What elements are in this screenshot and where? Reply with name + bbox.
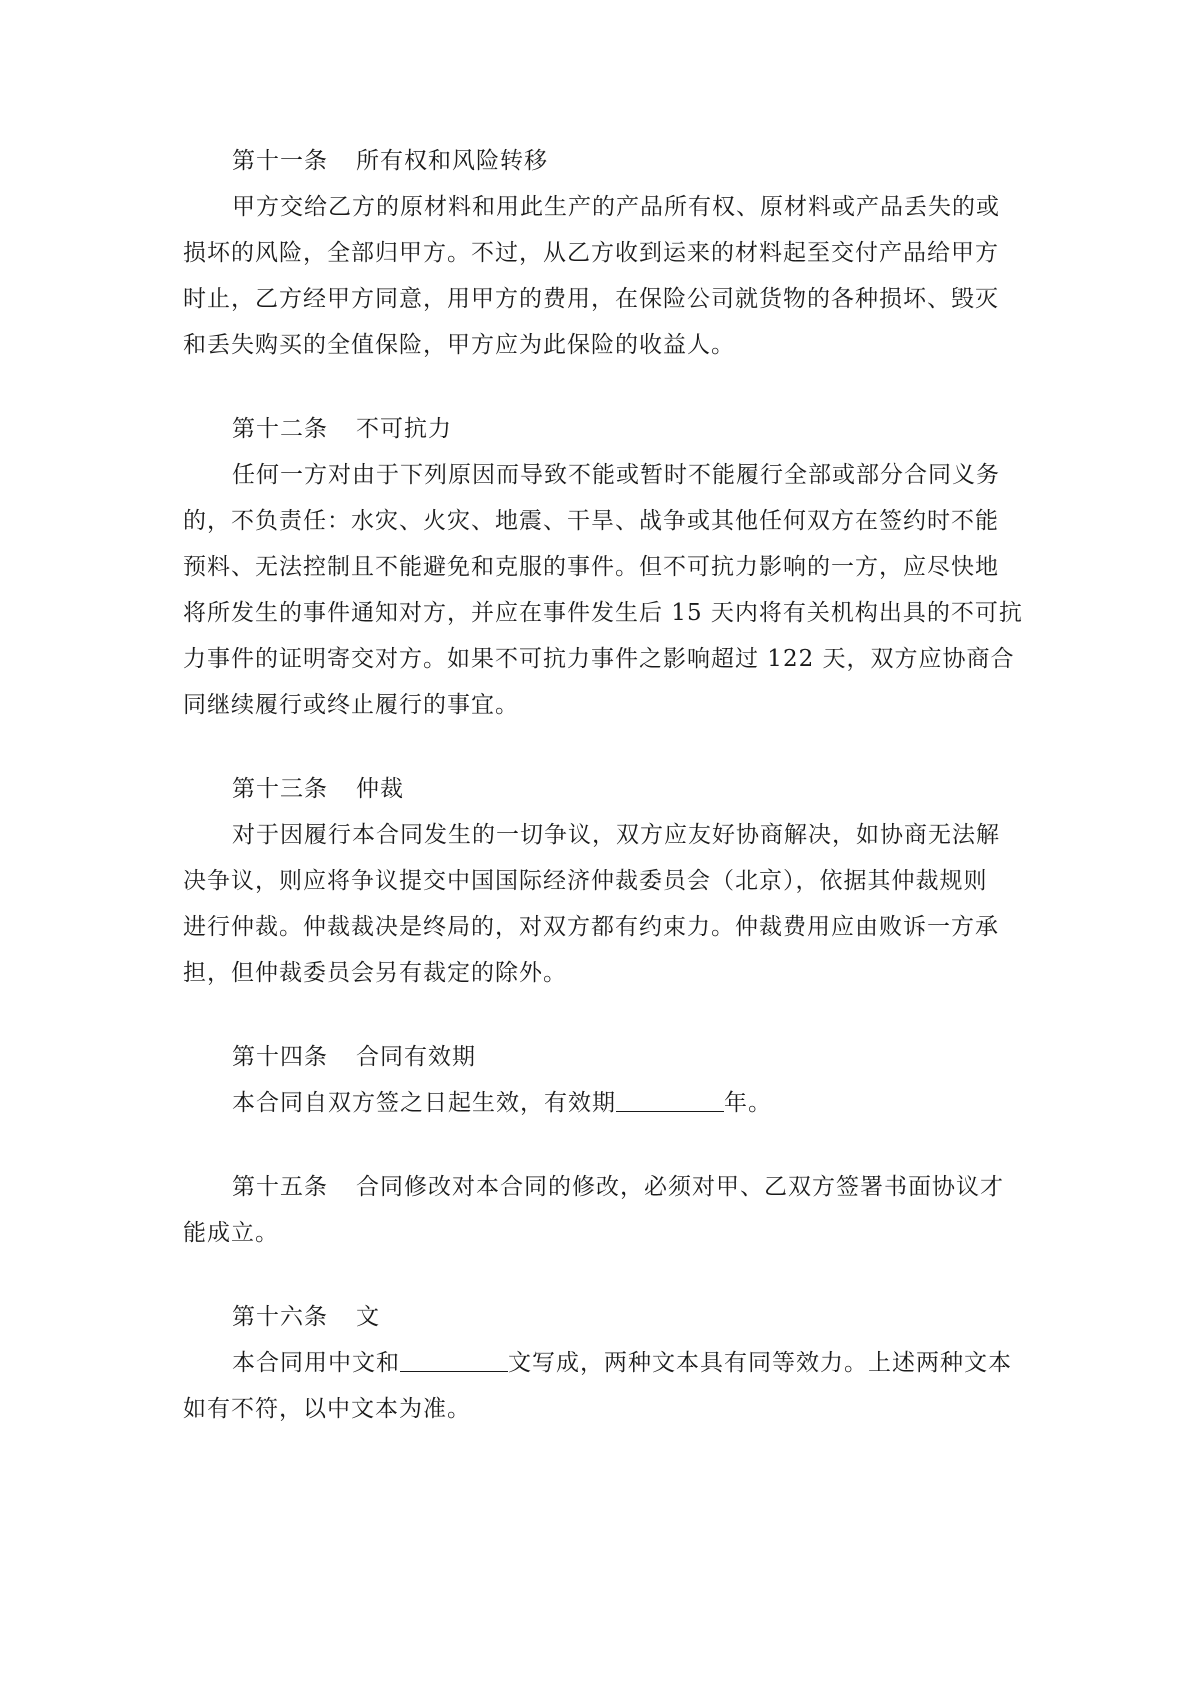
text-line: 力事件的证明寄交对方。如果不可抗力事件之影响超过 122 天，双方应协商合 <box>183 646 1015 672</box>
article-title: 不可抗力 <box>356 416 452 442</box>
article-title: 合同有效期 <box>356 1044 476 1070</box>
article-number: 第十六条 <box>232 1304 328 1330</box>
text-after-blank: 年。 <box>724 1090 772 1116</box>
text-line: 和丢失购买的全值保险，甲方应为此保险的收益人。 <box>183 332 735 358</box>
text-before-blank: 本合同用中文和 <box>232 1350 400 1376</box>
text-line: 时止，乙方经甲方同意，用甲方的费用，在保险公司就货物的各种损坏、毁灭 <box>183 286 999 312</box>
article-text <box>183 1210 1025 1256</box>
article-heading <box>183 1294 1025 1340</box>
text-line: 同继续履行或终止履行的事宜。 <box>183 692 519 718</box>
text-line <box>183 1340 1025 1386</box>
article-heading <box>183 1164 1025 1210</box>
text-after-blank: 文写成，两种文本具有同等效力。上述两种文本 <box>508 1350 1012 1376</box>
article-text <box>183 452 1025 728</box>
text-line: 的，不负责任：水灾、火灾、地震、干旱、战争或其他任何双方在签约时不能 <box>183 508 999 534</box>
article-15 <box>183 1164 1025 1256</box>
text-line <box>183 1080 1025 1126</box>
text-line: 能成立。 <box>183 1220 279 1246</box>
contract-body <box>183 138 1025 1432</box>
article-16 <box>183 1294 1025 1432</box>
article-heading <box>183 766 1025 812</box>
text-line: 对于因履行本合同发生的一切争议，双方应友好协商解决，如协商无法解 <box>232 822 1000 848</box>
text-line: 进行仲裁。仲裁裁决是终局的，对双方都有约束力。仲裁费用应由败诉一方承 <box>183 914 999 940</box>
article-text <box>183 1080 1025 1126</box>
article-heading <box>183 1034 1025 1080</box>
article-14 <box>183 1034 1025 1126</box>
article-text <box>183 1340 1025 1432</box>
article-number: 第十二条 <box>232 416 328 442</box>
article-number: 第十五条 <box>232 1174 328 1200</box>
fill-in-blank[interactable] <box>400 1349 508 1372</box>
text-line: 决争议，则应将争议提交中国国际经济仲裁委员会（北京），依据其仲裁规则 <box>183 868 988 894</box>
article-title: 仲裁 <box>356 776 404 802</box>
article-number: 第十三条 <box>232 776 328 802</box>
text-line: 将所发生的事件通知对方，并应在事件发生后 15 天内将有关机构出具的不可抗 <box>183 600 1023 626</box>
article-heading <box>183 406 1025 452</box>
article-11 <box>183 138 1025 368</box>
text-line: 如有不符，以中文本为准。 <box>183 1396 471 1422</box>
article-text <box>183 184 1025 368</box>
fill-in-blank[interactable] <box>616 1089 724 1112</box>
article-title: 所有权和风险转移 <box>356 148 548 174</box>
text-line: 损坏的风险，全部归甲方。不过，从乙方收到运来的材料起至交付产品给甲方 <box>183 240 999 266</box>
text-line: 担，但仲裁委员会另有裁定的除外。 <box>183 960 567 986</box>
article-number: 第十四条 <box>232 1044 328 1070</box>
article-title: 文 <box>356 1304 380 1330</box>
text-line: 甲方交给乙方的原材料和用此生产的产品所有权、原材料或产品丢失的或 <box>232 194 1000 220</box>
article-13 <box>183 766 1025 996</box>
text-before-blank: 本合同自双方签之日起生效，有效期 <box>232 1090 616 1116</box>
text-line: 预料、无法控制且不能避免和克服的事件。但不可抗力影响的一方，应尽快地 <box>183 554 999 580</box>
article-title: 合同修改对本合同的修改，必须对甲、乙双方签署书面协议才 <box>356 1174 1004 1200</box>
article-12 <box>183 406 1025 728</box>
text-line: 任何一方对由于下列原因而导致不能或暂时不能履行全部或部分合同义务 <box>232 462 1000 488</box>
article-heading <box>183 138 1025 184</box>
article-text <box>183 812 1025 996</box>
article-number: 第十一条 <box>232 148 328 174</box>
